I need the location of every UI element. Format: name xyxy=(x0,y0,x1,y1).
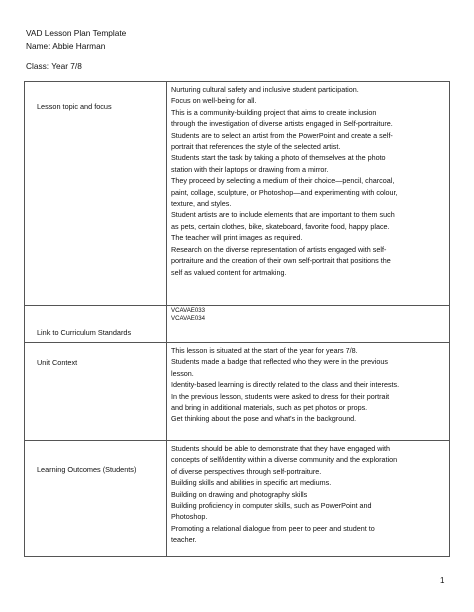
content-line: station with their laptops or drawing from a mirror. xyxy=(171,164,329,174)
row-label: Link to Curriculum Standards xyxy=(37,328,132,337)
row-content-cell xyxy=(167,82,450,306)
content-line: Identity-based learning is directly related to the class and their interests. xyxy=(171,380,400,390)
content-line: teacher. xyxy=(171,535,197,545)
content-line: Building skills and abilities in specific art mediums. xyxy=(171,478,332,488)
document-title: VAD Lesson Plan Template xyxy=(26,28,127,38)
row-label: Unit Context xyxy=(37,358,78,367)
content-line: Students made a badge that reflected who they were in the previous xyxy=(171,357,388,367)
content-line: portraiture and the creation of their own self-portrait that positions the xyxy=(171,256,391,266)
unit-context-content xyxy=(167,343,449,427)
table-row xyxy=(25,441,450,557)
curriculum-codes xyxy=(167,306,449,324)
content-line: texture, and styles. xyxy=(171,199,232,209)
content-line: This is a community-building project that aims to create inclusion xyxy=(171,107,377,117)
content-line: Photoshop. xyxy=(171,512,208,522)
content-line: In the previous lesson, students were asked to dress for their portrait xyxy=(171,391,390,401)
content-line: of diverse perspectives through self-portraiture. xyxy=(171,466,322,476)
row-label: Lesson topic and focus xyxy=(37,102,112,111)
content-line: as pets, certain clothes, bike, skateboard, favorite food, happy place. xyxy=(171,221,390,231)
row-label-cell xyxy=(25,82,167,306)
content-line: Focus on well-being for all. xyxy=(171,96,257,106)
content-line: lesson. xyxy=(171,368,194,378)
content-line: Promoting a relational dialogue from peer to peer and student to xyxy=(171,523,375,533)
learning-outcomes-content xyxy=(167,441,449,548)
content-line: Students should be able to demonstrate that they have engaged with xyxy=(171,444,390,453)
curriculum-code: VCAVAE033 xyxy=(171,307,205,314)
content-line: paint, collage, sculpture, or Photoshop—and experimenting with colour, xyxy=(171,187,398,197)
content-line: Get thinking about the pose and what's in the background. xyxy=(171,414,357,424)
content-line: Building on drawing and photography skills xyxy=(171,489,308,499)
page-number: 1 xyxy=(440,576,445,585)
content-line: Research on the diverse representation of artists engaged with self- xyxy=(171,244,387,254)
content-line: portrait that references the style of the selected artist. xyxy=(171,142,341,152)
content-line: and bring in additional materials, such as pet photos or props. xyxy=(171,403,368,413)
table-row xyxy=(25,82,450,306)
row-label: Learning Outcomes (Students) xyxy=(37,465,137,474)
content-line: through the investigation of diverse artists engaged in Self-portraiture. xyxy=(171,119,393,129)
document-header xyxy=(26,27,126,73)
content-line: Building proficiency in computer skills, such as PowerPoint and xyxy=(171,501,372,511)
class-label: Class: Year 7/8 xyxy=(26,61,82,71)
table-row xyxy=(25,343,450,441)
row-content-cell xyxy=(167,343,450,441)
row-label-cell xyxy=(25,441,167,557)
row-label-cell xyxy=(25,306,167,343)
lesson-plan-table xyxy=(24,81,450,557)
content-line: Student artists are to include elements that are important to them such xyxy=(171,210,395,220)
lesson-topic-content xyxy=(167,82,449,280)
row-label-cell xyxy=(25,343,167,441)
content-line: self as valued content for artmaking. xyxy=(171,267,287,277)
content-line: concepts of self/identity within a diverse community and the exploration xyxy=(171,455,398,465)
content-line: Nurturing cultural safety and inclusive student participation. xyxy=(171,85,359,94)
content-line: They proceed by selecting a medium of their choice—pencil, charcoal, xyxy=(171,176,395,186)
row-content-cell xyxy=(167,441,450,557)
author-name: Name: Abbie Harman xyxy=(26,40,106,51)
row-content-cell xyxy=(167,306,450,343)
content-line: Students start the task by taking a photo of themselves at the photo xyxy=(171,153,386,163)
content-line: Students are to select an artist from the PowerPoint and create a self- xyxy=(171,130,393,140)
content-line: This lesson is situated at the start of the year for years 7/8. xyxy=(171,346,358,355)
content-line: The teacher will print images as required. xyxy=(171,233,303,243)
table-row xyxy=(25,306,450,343)
curriculum-code: VCAVAE034 xyxy=(171,314,205,322)
